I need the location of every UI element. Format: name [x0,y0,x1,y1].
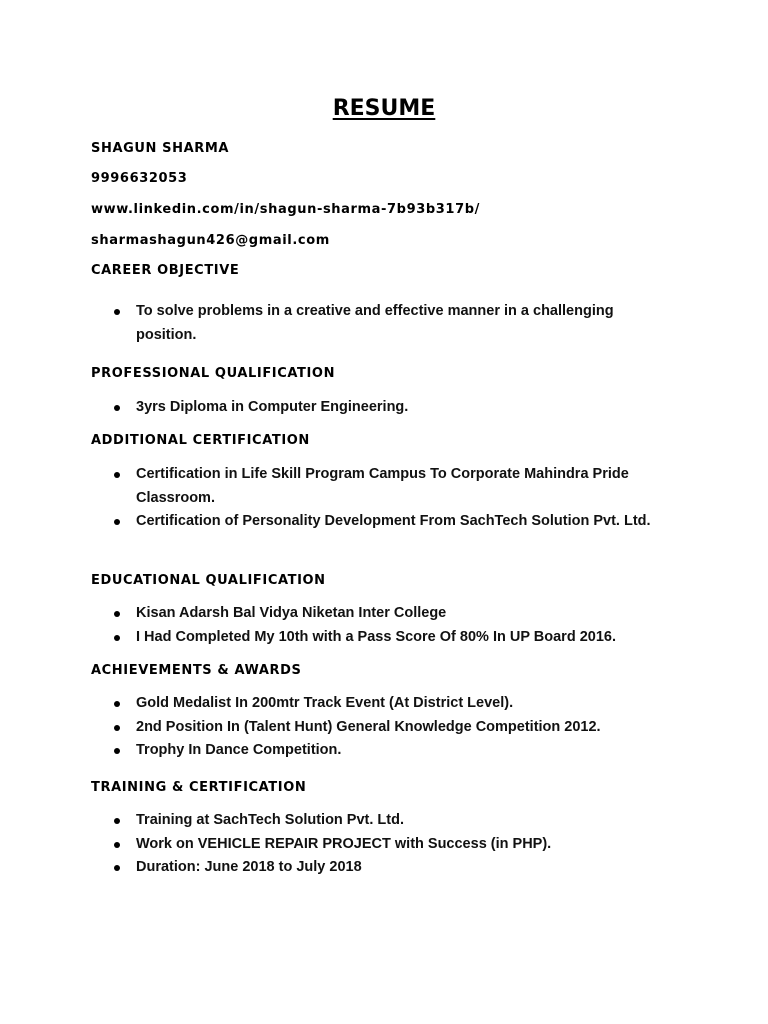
list-item-text: Certification in Life Skill Program Campus To Corporate Mahindra Pride Classroom. [136,466,629,506]
section-heading-training-certification: TRAINING & CERTIFICATION [91,780,307,795]
list-item [112,602,672,626]
list-item-text: 2nd Position In (Talent Hunt) General Knowledge Competition 2012. [136,718,601,735]
list-item [112,692,672,716]
professional-qualification-list [112,396,672,420]
bullet-icon [114,635,120,641]
bullet-icon [114,405,120,411]
phone-number: 9996632053 [91,171,188,186]
list-item-text: Gold Medalist In 200mtr Track Event (At District Level). [136,695,514,711]
bullet-icon [114,865,120,871]
page-title [0,96,768,121]
bullet-icon [114,472,120,478]
list-item-text: Kisan Adarsh Bal Vidya Niketan Inter College [136,605,447,621]
candidate-name: SHAGUN SHARMA [91,141,230,156]
list-item [112,716,672,740]
linkedin-url: www.linkedin.com/in/shagun-sharma-7b93b317b/ [91,202,480,217]
list-item-text: Certification of Personality Development From SachTech Solution Pvt. Ltd. [136,513,651,529]
list-item [112,809,672,833]
list-item [112,833,672,857]
bullet-icon [114,725,120,731]
list-item [112,300,672,347]
training-certification-list [112,809,672,880]
list-item-text: Duration: June 2018 to July 2018 [136,859,362,875]
bullet-icon [114,309,120,315]
bullet-icon [114,519,120,525]
educational-qualification-list [112,602,672,649]
list-item [112,739,672,763]
email-address: sharmashagun426@gmail.com [91,233,330,248]
list-item [112,510,672,534]
bullet-icon [114,701,120,707]
page-title-text: RESUME [332,96,436,121]
list-item [112,626,672,650]
section-heading-achievements-awards: ACHIEVEMENTS & AWARDS [91,663,302,678]
bullet-icon [114,611,120,617]
section-heading-educational-qualification: EDUCATIONAL QUALIFICATION [91,573,326,588]
achievements-awards-list [112,692,672,763]
list-item-text: I Had Completed My 10th with a Pass Score Of 80% In UP Board 2016. [136,628,616,645]
list-item-text: Work on VEHICLE REPAIR PROJECT with Success (in PHP). [136,835,552,852]
list-item-text: Training at SachTech Solution Pvt. Ltd. [136,812,405,828]
section-heading-career-objective: CAREER OBJECTIVE [91,263,240,278]
career-objective-list [112,300,672,347]
list-item-text: To solve problems in a creative and effective manner in a challenging position. [136,303,614,343]
bullet-icon [114,748,120,754]
additional-certification-list [112,463,672,534]
bullet-icon [114,818,120,824]
list-item-text: 3yrs Diploma in Computer Engineering. [136,399,409,415]
list-item-text: Trophy In Dance Competition. [136,742,342,758]
list-item [112,396,672,420]
list-item [112,463,672,510]
bullet-icon [114,842,120,848]
section-heading-professional-qualification: PROFESSIONAL QUALIFICATION [91,366,336,381]
list-item [112,856,672,880]
section-heading-additional-certification: ADDITIONAL CERTIFICATION [91,433,310,448]
